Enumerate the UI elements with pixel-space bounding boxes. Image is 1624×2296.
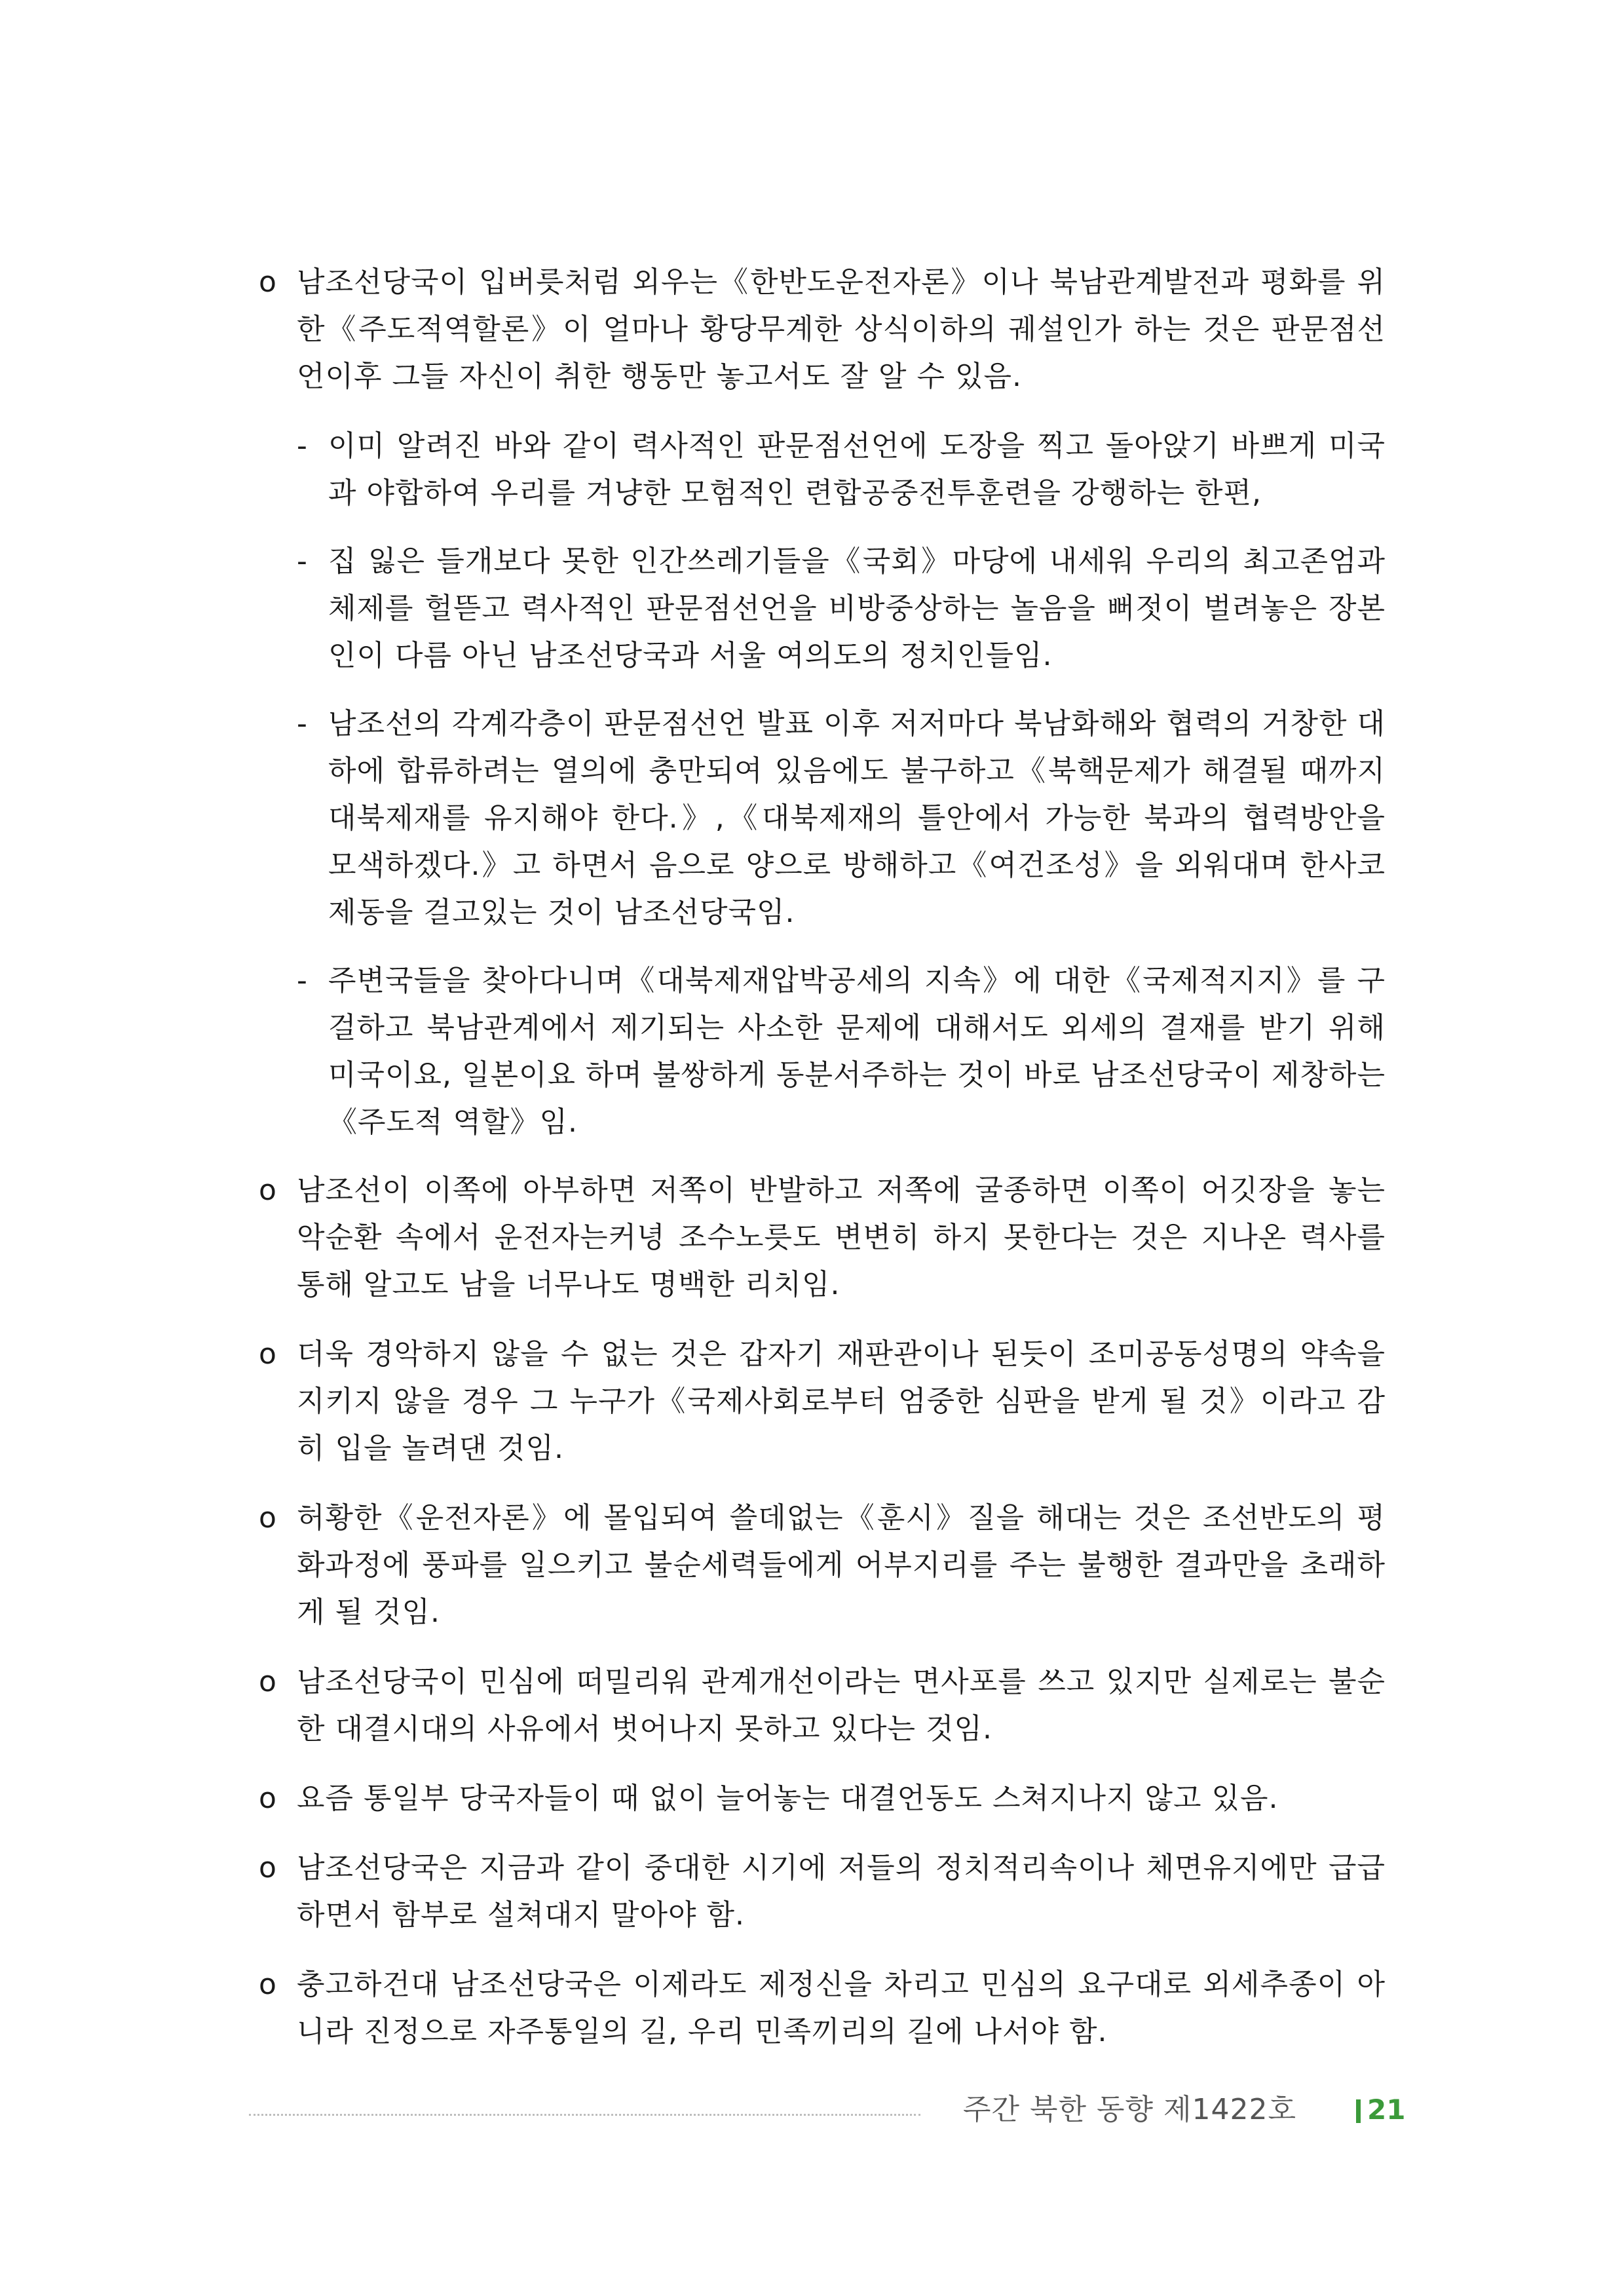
bullet-item — [259, 1775, 1386, 1822]
sub-list — [259, 423, 1386, 1146]
dash-marker: - — [297, 545, 307, 578]
bullet-marker: o — [259, 1174, 276, 1207]
dash-marker: - — [297, 429, 307, 463]
page-number: 21 — [1367, 2094, 1406, 2126]
publication-title: 주간 북한 동향 제1422호 — [963, 2093, 1296, 2126]
document-body — [259, 259, 1386, 2078]
sub-item — [297, 538, 1386, 679]
sub-item — [297, 423, 1386, 517]
bullet-item — [259, 1845, 1386, 1939]
bullet-item — [259, 1167, 1386, 1309]
paragraph-text: 남조선이 이쪽에 아부하면 저쪽이 반발하고 저쪽에 굴종하면 이쪽이 어깃장을 놓는 악순환 속에서 운전자는커녕 조수노릇도 변변히 하지 못한다는 것은 지나온 력사를 통해 알고도 남을 너무나도 명백한 리치임. — [297, 1174, 1386, 1301]
bullet-marker: o — [259, 1501, 276, 1535]
bullet-item — [259, 1961, 1386, 2056]
bullet-marker: o — [259, 1665, 276, 1698]
sub-item — [297, 957, 1386, 1146]
sub-item-text: 주변국들을 찾아다니며《대북제재압박공세의 지속》에 대한《국제적지지》를 구걸하고 북남관계에서 제기되는 사소한 문제에 대해서도 외세의 결재를 받기 위해 미국이요, 일본이요 하며 불쌍하게 동분서주하는 것이 바로 남조선당국이 제창하는《주도적 역할》임. — [328, 964, 1386, 1139]
paragraph-text: 충고하건대 남조선당국은 이제라도 제정신을 차리고 민심의 요구대로 외세추종이 아니라 진정으로 자주통일의 길, 우리 민족끼리의 길에 나서야 함. — [297, 1968, 1386, 2048]
page-number-bar — [1356, 2099, 1361, 2123]
bullet-item — [259, 1331, 1386, 1472]
bullet-item — [259, 1658, 1386, 1753]
bullet-item — [259, 259, 1386, 400]
bullet-marker: o — [259, 1851, 276, 1885]
bullet-marker: o — [259, 1337, 276, 1371]
paragraph-text: 허황한《운전자론》에 몰입되여 쓸데없는《훈시》질을 해대는 것은 조선반도의 평화과정에 풍파를 일으키고 불순세력들에게 어부지리를 주는 불행한 결과만을 초래하게 될 것임. — [297, 1501, 1386, 1629]
paragraph-text: 남조선당국이 민심에 떠밀리워 관계개선이라는 면사포를 쓰고 있지만 실제로는 불순한 대결시대의 사유에서 벗어나지 못하고 있다는 것임. — [297, 1665, 1386, 1746]
bullet-marker: o — [259, 265, 276, 299]
sub-item-text: 이미 알려진 바와 같이 력사적인 판문점선언에 도장을 찍고 돌아앉기 바쁘게 미국과 야합하여 우리를 겨냥한 모험적인 련합공중전투훈련을 강행하는 한편, — [328, 429, 1386, 510]
paragraph-text: 더욱 경악하지 않을 수 없는 것은 갑자기 재판관이나 된듯이 조미공동성명의 약속을 지키지 않을 경우 그 누구가《국제사회로부터 엄중한 심판을 받게 될 것》이라고 감히 입을 놀려댄 것임. — [297, 1337, 1386, 1465]
bullet-marker: o — [259, 1782, 276, 1815]
dash-marker: - — [297, 707, 307, 740]
dotted-divider — [249, 2114, 920, 2116]
bullet-marker: o — [259, 1968, 276, 2001]
sub-item-text: 남조선의 각계각층이 판문점선언 발표 이후 저저마다 북남화해와 협력의 거창한 대하에 합류하려는 열의에 충만되여 있음에도 불구하고《북핵문제가 해결될 때까지 대북제재를 유지해야 한다.》,《대북제재의 틀안에서 가능한 북과의 협력방안을 모색하겠다.》고 하면서 음으로 양으로 방해하고《여건조성》을 외워대며 한사코 제동을 걸고있는 것이 남조선당국임. — [328, 707, 1386, 929]
paragraph-text: 남조선당국은 지금과 같이 중대한 시기에 저들의 정치적리속이나 체면유지에만 급급하면서 함부로 설쳐대지 말아야 함. — [297, 1851, 1386, 1932]
dash-marker: - — [297, 964, 307, 997]
bullet-item — [259, 1495, 1386, 1636]
page-footer — [249, 2090, 1406, 2130]
sub-item — [297, 700, 1386, 936]
paragraph-text: 요즘 통일부 당국자들이 때 없이 늘어놓는 대결언동도 스쳐지나지 않고 있음. — [297, 1782, 1279, 1815]
paragraph-text: 남조선당국이 입버릇처럼 외우는《한반도운전자론》이나 북남관계발전과 평화를 위한《주도적역할론》이 얼마나 황당무계한 상식이하의 궤설인가 하는 것은 판문점선언이후 그들 자신이 취한 행동만 놓고서도 잘 알 수 있음. — [297, 265, 1386, 393]
sub-item-text: 집 잃은 들개보다 못한 인간쓰레기들을《국회》마당에 내세워 우리의 최고존엄과 체제를 헐뜯고 력사적인 판문점선언을 비방중상하는 놀음을 뻐젓이 벌려놓은 장본인이 다름 아닌 남조선당국과 서울 여의도의 정치인들임. — [328, 545, 1386, 672]
